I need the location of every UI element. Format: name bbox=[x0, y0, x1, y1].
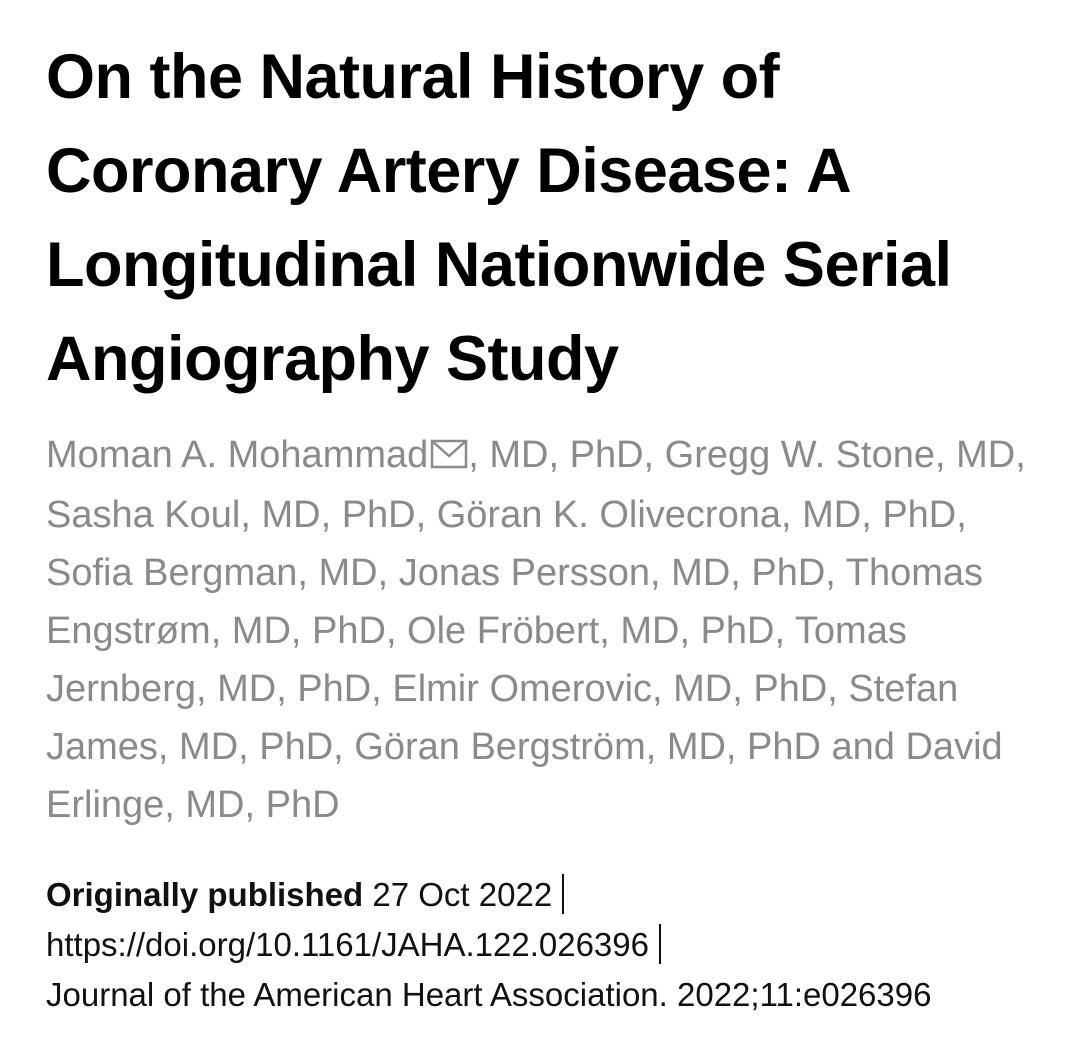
separator bbox=[562, 874, 564, 914]
journal-citation: Journal of the American Heart Association. 2022;11:e026396 bbox=[46, 976, 932, 1013]
article-title: On the Natural History of Coronary Artery Disease: A Longitudinal Nationwide Serial Angiography Study bbox=[46, 42, 952, 394]
author-list bbox=[46, 426, 1046, 834]
mail-icon[interactable] bbox=[430, 428, 468, 486]
published-date: 27 Oct 2022 bbox=[372, 876, 553, 913]
doi-link[interactable]: https://doi.org/10.1161/JAHA.122.026396 bbox=[46, 926, 649, 963]
separator bbox=[659, 924, 661, 964]
corresponding-author-link[interactable]: Moman A. Mohammad bbox=[46, 434, 429, 476]
author-list-rest: , MD, PhD, Gregg W. Stone, MD, Sasha Koul, MD, PhD, Göran K. Olivecrona, MD, PhD, Sofia Bergman, MD, Jonas Persson, MD, PhD, Thomas Engstrøm, MD, PhD, Ole Fröbert, MD, PhD, Tomas Jernberg, MD, PhD, Elmir Omerovic, MD, PhD, Stefan James, MD, PhD, Göran Bergström, MD, PhD and David Erlinge, MD, PhD bbox=[46, 434, 1026, 826]
publication-info bbox=[46, 870, 1046, 1020]
published-label: Originally published bbox=[46, 876, 364, 913]
